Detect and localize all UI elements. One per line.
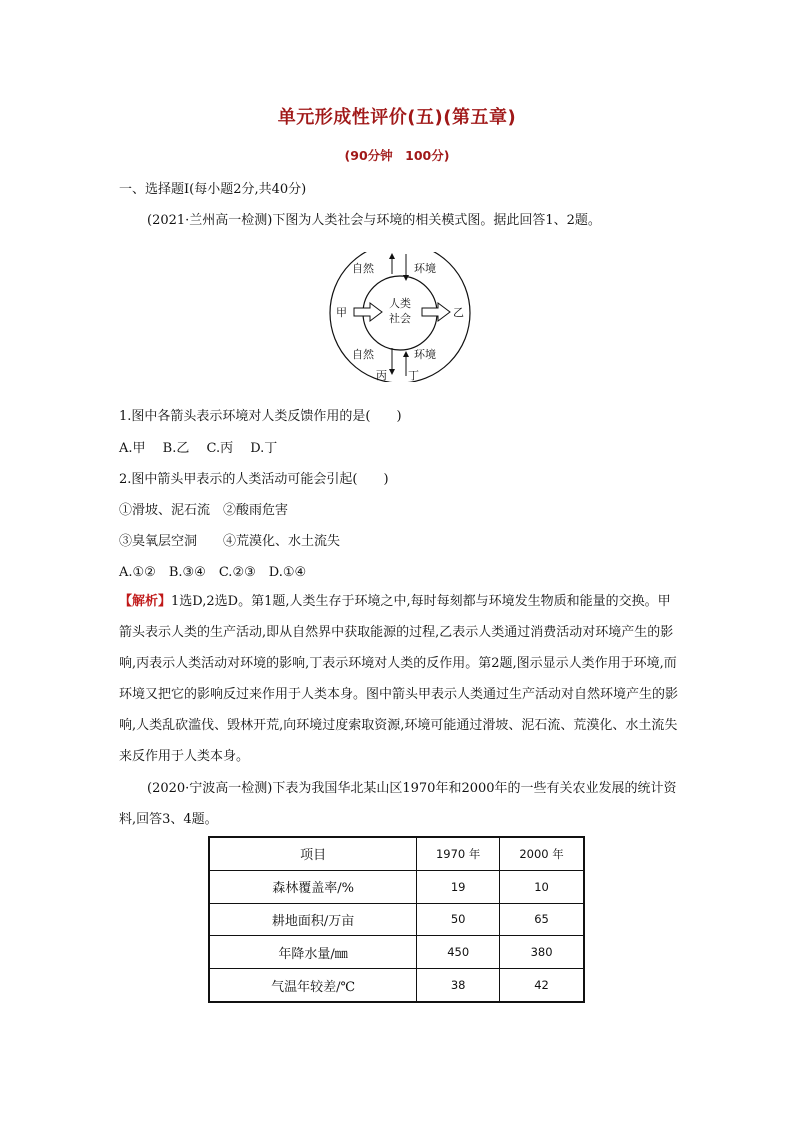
- table-cell: 42: [500, 969, 584, 1002]
- arrow-jia: [354, 303, 382, 321]
- agriculture-data-table: [208, 836, 585, 1003]
- question-1-stem: 1.图中各箭头表示环境对人类反馈作用的是( ): [119, 409, 402, 424]
- table-cell: 森林覆盖率/%: [209, 870, 417, 903]
- label-bing: 丙: [376, 369, 387, 382]
- analysis-label: 【解析】: [119, 594, 172, 609]
- label-human-2: 社会: [389, 312, 411, 325]
- label-human-1: 人类: [389, 297, 411, 310]
- table-cell: 19: [417, 870, 500, 903]
- table-cell: 50: [417, 903, 500, 936]
- label-jia: 甲: [336, 306, 347, 319]
- intro-1: (2021·兰州高一检测)下图为人类社会与环境的相关模式图。据此回答1、2题。: [147, 213, 601, 228]
- label-ding: 丁: [408, 369, 419, 382]
- table-cell: 年降水量/㎜: [209, 936, 417, 969]
- table-cell: 10: [500, 870, 584, 903]
- table-row: [209, 870, 584, 903]
- table-cell: 380: [500, 936, 584, 969]
- label-environment-top: 环境: [414, 262, 436, 275]
- intro-2-text: (2020·宁波高一检测)下表为我国华北某山区1970年和2000年的一些有关农业发展的统计资料,回答3、4题。: [119, 781, 677, 827]
- human-environment-diagram: [326, 252, 474, 382]
- label-nature-top: 自然: [352, 262, 374, 275]
- section-heading: 一、选择题Ⅰ(每小题2分,共40分): [119, 182, 307, 197]
- table-cell: 65: [500, 903, 584, 936]
- table-header: 项目: [209, 837, 417, 870]
- table-cell: 450: [417, 936, 500, 969]
- label-yi: 乙: [453, 306, 464, 319]
- intro-2: [119, 773, 679, 835]
- question-2-options: A.①② B.③④ C.②③ D.①④: [119, 565, 307, 580]
- table-cell: 38: [417, 969, 500, 1002]
- analysis-text: 1选D,2选D。第1题,人类生存于环境之中,每时每刻都与环境发生物质和能量的交换。甲箭头表示人类的生产活动,即从自然界中获取能源的过程,乙表示人类通过消费活动对环境产生的影响,丙表示人类活动对环境的影响,丁表示环境对人类的反作用。第2题,图示显示人类作用于环境,而环境又把它的影响反过来作用于人类本身。图中箭头甲表示人类通过生产活动对自然环境产生的影响,人类乱砍滥伐、毁林开荒,向环境过度索取资源,环境可能通过滑坡、泥石流、荒漠化、水土流失来反作用于人类本身。: [119, 594, 679, 764]
- page-title: 单元形成性评价(五)(第五章): [277, 107, 517, 128]
- table-row: [209, 969, 584, 1002]
- table-header: 2000 年: [500, 837, 584, 870]
- table-cell: 耕地面积/万亩: [209, 903, 417, 936]
- page-subtitle: (90分钟 100分): [344, 148, 450, 163]
- analysis-paragraph: [119, 586, 679, 772]
- question-2-stem: 2.图中箭头甲表示的人类活动可能会引起( ): [119, 472, 389, 487]
- table-row: [209, 903, 584, 936]
- question-1-options: A.甲 B.乙 C.丙 D.丁: [119, 441, 278, 456]
- table-row: [209, 936, 584, 969]
- table-header: 1970 年: [417, 837, 500, 870]
- table-header-row: [209, 837, 584, 870]
- question-2-items-1: ①滑坡、泥石流 ②酸雨危害: [119, 503, 289, 518]
- table-cell: 气温年较差/℃: [209, 969, 417, 1002]
- question-2-items-2: ③臭氧层空洞 ④荒漠化、水土流失: [119, 534, 341, 549]
- label-environment-bottom: 环境: [414, 348, 436, 361]
- label-nature-bottom: 自然: [352, 348, 374, 361]
